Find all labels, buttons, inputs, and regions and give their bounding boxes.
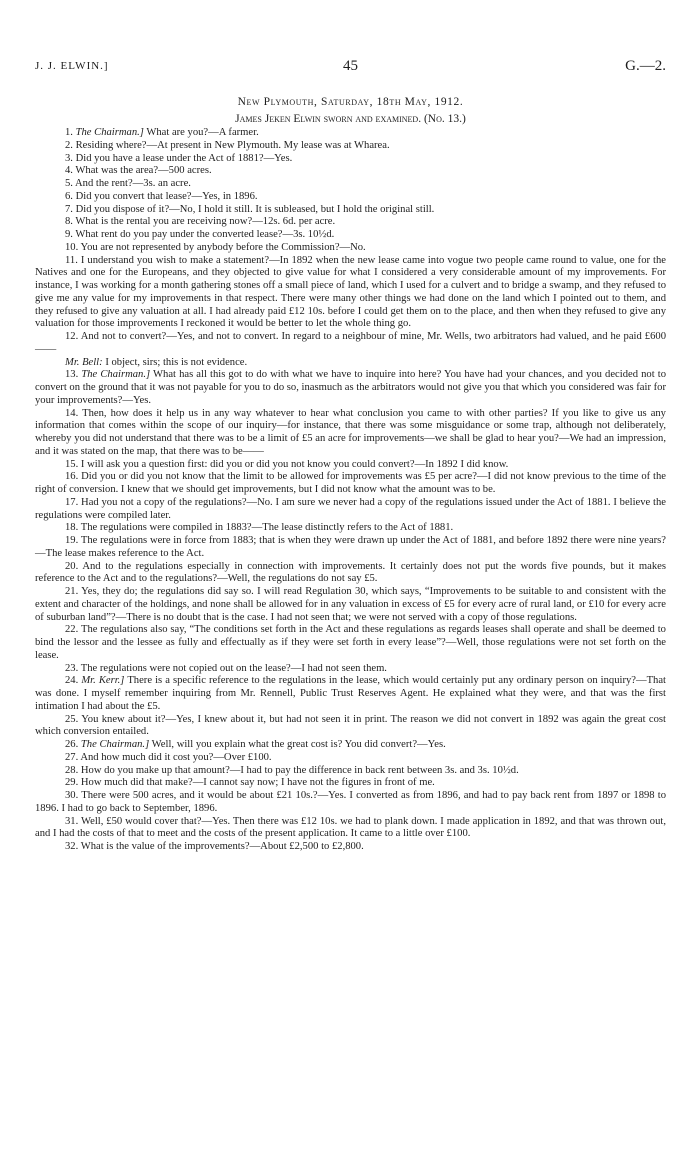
- evidence-paragraph: [35, 178, 666, 191]
- question-number: 24.: [65, 675, 79, 687]
- evidence-text: There is a specific reference to the regulations in the lease, which would certainly put any ordinary person on inquiry?—That was done. I myself remember inquiring from Mr. Rennell, Public Trust Reserves Agent. He explained what they were, and that was the first intimation I had about the £5.: [35, 675, 666, 712]
- evidence-text: And to the regulations especially in connection with improvements. It certainly does not put the words five pounds, but it makes reference to the Act and to the regulations?—Well, the regulations do not say £5.: [35, 560, 666, 585]
- question-number: 18.: [65, 522, 79, 534]
- speaker-name: The Chairman.]: [80, 739, 150, 750]
- evidence-text: Did you dispose of it?—No, I hold it still. It is subleased, but I hold the original still.: [75, 203, 435, 215]
- evidence-text: And the rent?—3s. an acre.: [75, 178, 191, 189]
- evidence-text: And how much did it cost you?—Over £100.: [80, 751, 272, 763]
- evidence-paragraph: [35, 229, 666, 242]
- speaker-name: Mr. Kerr.]: [81, 675, 125, 687]
- question-number: 32.: [65, 841, 79, 852]
- evidence-paragraph: [35, 140, 666, 153]
- evidence-paragraph: [35, 816, 666, 842]
- evidence-paragraph: [35, 586, 666, 624]
- evidence-paragraph: [35, 841, 666, 854]
- evidence-paragraph: [35, 369, 666, 407]
- question-number: 9.: [65, 229, 73, 240]
- evidence-paragraph: [35, 191, 666, 204]
- question-number: 22.: [65, 624, 79, 636]
- question-number: 6.: [65, 190, 73, 202]
- header-page-number: 45: [343, 58, 358, 74]
- question-number: 5.: [65, 178, 73, 189]
- evidence-paragraph: [35, 522, 666, 535]
- question-number: 16.: [65, 471, 79, 483]
- question-number: 20.: [65, 560, 79, 572]
- session-heading: New Plymouth, Saturday, 18th May, 1912.: [237, 96, 464, 108]
- question-number: 26.: [65, 739, 79, 750]
- question-number: 30.: [65, 790, 79, 801]
- evidence-paragraph: [35, 535, 666, 561]
- evidence-paragraph: [35, 497, 666, 523]
- question-number: 13.: [65, 369, 79, 381]
- evidence-text: Did you or did you not know that the limit to be allowed for improvements was £5 per acre?—I did not know previous to the time of the right of conversion. I knew that we should get improvements, but I did not know what the amount was to be.: [35, 471, 667, 495]
- evidence-text: What was the area?—500 acres.: [75, 165, 212, 177]
- evidence-paragraph: [35, 790, 666, 816]
- evidence-text: How much did that make?—I cannot say now; I have not the figures in front of me.: [80, 777, 435, 789]
- question-number: 4.: [65, 165, 73, 177]
- question-number: 8.: [65, 216, 73, 228]
- speaker-name: Mr. Bell:: [65, 356, 103, 368]
- question-number: 17.: [65, 496, 79, 508]
- evidence-text: Yes, they do; the regulations did say so. I will read Regulation 30, which says, “Improvements to be suitable to and consistent with the extent and character of the holdings, and none shall be allowed for in any valuation in excess of £5 for every acre of rural land, or £10 for every acre of suburban land”?—There is no doubt that is the case. I had not seen that; we were not served with a copy of those regulations.: [35, 586, 666, 623]
- evidence-text: Then, how does it help us in any way whatever to hear what conclusion you came to with other parties? If you like to give us any information that comes within the scope of our inquiry—for instance, that there was some misguidance or some trap, although not deliberately, whereby you did not understand that there was to be a limit of £5 an acre for improvements—we shall be glad to hear you?—We had an impression, and it was stated on the map, that there was to be——: [35, 407, 666, 457]
- evidence-text: Well, £50 would cover that?—Yes. Then there was £12 10s. we had to plank down. I made application in 1892, and that was thrown out, and I had the costs of that to meet and the costs of the present application. It came to a little over £100.: [35, 815, 666, 840]
- evidence-text: And not to convert?—Yes, and not to convert. In regard to a neighbour of mine, Mr. Wells, two arbitrators had valued, and he paid £600——: [35, 331, 666, 355]
- evidence-text: What has all this got to do with what we have to inquire into here? You have had your chances, and you decided not to convert on the ground that it was not payable for you to do so, inasmuch as the arbitrators would not give you that which you considered was fair for your improvements?—Yes.: [35, 369, 666, 406]
- evidence-paragraph: [35, 714, 666, 740]
- question-number: 31.: [65, 815, 79, 827]
- question-number: 21.: [65, 586, 79, 597]
- evidence-text: Had you not a copy of the regulations?—No. I am sure we never had a copy of the regulations issued under the Act of 1881. I believe the regulations were compiled later.: [35, 496, 666, 521]
- evidence-paragraph: [35, 153, 666, 166]
- evidence-paragraph: [35, 675, 666, 713]
- evidence-paragraph: [35, 216, 666, 229]
- evidence-text: Well, will you explain what the great cost is? You did convert?—Yes.: [151, 739, 446, 750]
- evidence-text: How do you make up that amount?—I had to pay the difference in back rent between 3s. and 3s. 10½d.: [80, 764, 519, 776]
- question-number: 27.: [65, 751, 79, 763]
- question-number: 1.: [65, 127, 73, 138]
- evidence-paragraph: [35, 242, 666, 255]
- evidence-text: The regulations also say, “The conditions set forth in the Act and these regulations as regards leases shall operate and shall be deemed to bind the lessor and the lessee as fully and effectually as if they were set forth in every lease”?—Well, those regulations were not set forth on the lease.: [35, 624, 666, 661]
- evidence-text: Did you convert that lease?—Yes, in 1896.: [75, 190, 258, 202]
- evidence-text: Residing where?—At present in New Plymouth. My lease was at Wharea.: [75, 139, 390, 151]
- evidence-paragraph: [35, 765, 666, 778]
- evidence-paragraph: [35, 459, 666, 472]
- evidence-body: [35, 127, 666, 854]
- evidence-paragraph: [35, 752, 666, 765]
- question-number: 10.: [65, 241, 79, 253]
- evidence-paragraph: [35, 561, 666, 587]
- question-number: 2.: [65, 139, 73, 151]
- evidence-paragraph: [35, 777, 666, 790]
- question-number: 19.: [65, 535, 79, 546]
- evidence-text: The regulations were not copied out on the lease?—I had not seen them.: [80, 662, 387, 674]
- page-header: [35, 58, 666, 80]
- evidence-paragraph: [35, 165, 666, 178]
- evidence-text: I will ask you a question first: did you or did you not know you could convert?—In 1892 I did know.: [80, 458, 509, 470]
- question-number: 23.: [65, 662, 79, 674]
- speaker-name: The Chairman.]: [75, 127, 144, 138]
- header-series-code: G.—2.: [625, 58, 666, 74]
- evidence-text: What is the rental you are receiving now?—12s. 6d. per acre.: [75, 216, 336, 228]
- question-number: 15.: [65, 458, 79, 470]
- evidence-text: You are not represented by anybody before the Commission?—No.: [80, 241, 366, 253]
- evidence-paragraph: [35, 471, 666, 497]
- question-number: 3.: [65, 152, 73, 164]
- evidence-paragraph: [35, 624, 666, 662]
- evidence-text: The regulations were compiled in 1883?—The lease distinctly refers to the Act of 1881.: [80, 522, 454, 534]
- evidence-paragraph: [35, 663, 666, 676]
- question-number: 28.: [65, 764, 79, 776]
- witness-heading: [35, 111, 666, 127]
- evidence-paragraph: [35, 331, 666, 357]
- question-number: 12.: [65, 331, 79, 342]
- question-number: 7.: [65, 203, 73, 215]
- header-witness-name: J. J. ELWIN.]: [35, 60, 109, 72]
- evidence-paragraph: [35, 357, 666, 370]
- question-number: 29.: [65, 777, 79, 789]
- question-number: 11.: [65, 254, 78, 266]
- evidence-text: The regulations were in force from 1883; that is when they were drawn up under the Act of 1881, and before 1892 there were nine years?—The lease makes reference to the Act.: [35, 535, 666, 559]
- evidence-text: What rent do you pay under the converted lease?—3s. 10½d.: [75, 229, 335, 240]
- evidence-paragraph: [35, 408, 666, 459]
- evidence-text: You knew about it?—Yes, I knew about it, but had not seen it in print. The reason we did not convert in 1892 was again the great cost which conversion entailed.: [35, 713, 666, 738]
- evidence-text: There were 500 acres, and it would be about £21 10s.?—Yes. I converted as from 1896, and had to pay back rent from 1897 or 1898 to 1896. I had to go back to September, 1896.: [35, 790, 666, 814]
- evidence-text: I understand you wish to make a statement?—In 1892 when the new lease came into vogue two people came round to value, one for the Natives and one for the Europeans, and they objected to give value for what I considered a very considerable amount of my improvements. For instance, I was working for a month gathering stones off a small piece of land, which I used for a culvert and to bridge a swamp, and they refused to give me any value for my improvements in that respect. There were many other things we had done on the land which I pointed out to them, and they refused to give any valuation at all. I had already paid £12 10s. before I could get them on to the place, and then when they refused to give any valuation for those improvements I reckoned it would be better to let the whole thing go.: [35, 254, 666, 330]
- speaker-name: The Chairman.]: [81, 369, 151, 381]
- evidence-paragraph: [35, 739, 666, 752]
- evidence-text: Did you have a lease under the Act of 1881?—Yes.: [75, 152, 293, 164]
- evidence-text: What are you?—A farmer.: [146, 127, 259, 138]
- evidence-text: I object, sirs; this is not evidence.: [105, 356, 248, 368]
- evidence-paragraph: [35, 255, 666, 332]
- evidence-text: What is the value of the improvements?—About £2,500 to £2,800.: [80, 841, 364, 852]
- evidence-paragraph: [35, 204, 666, 217]
- question-number: 14.: [65, 407, 79, 419]
- evidence-paragraph: [35, 127, 666, 140]
- witness-heading-text: James Jeken Elwin sworn and examined. (No. 13.): [235, 113, 466, 125]
- question-number: 25.: [65, 713, 79, 725]
